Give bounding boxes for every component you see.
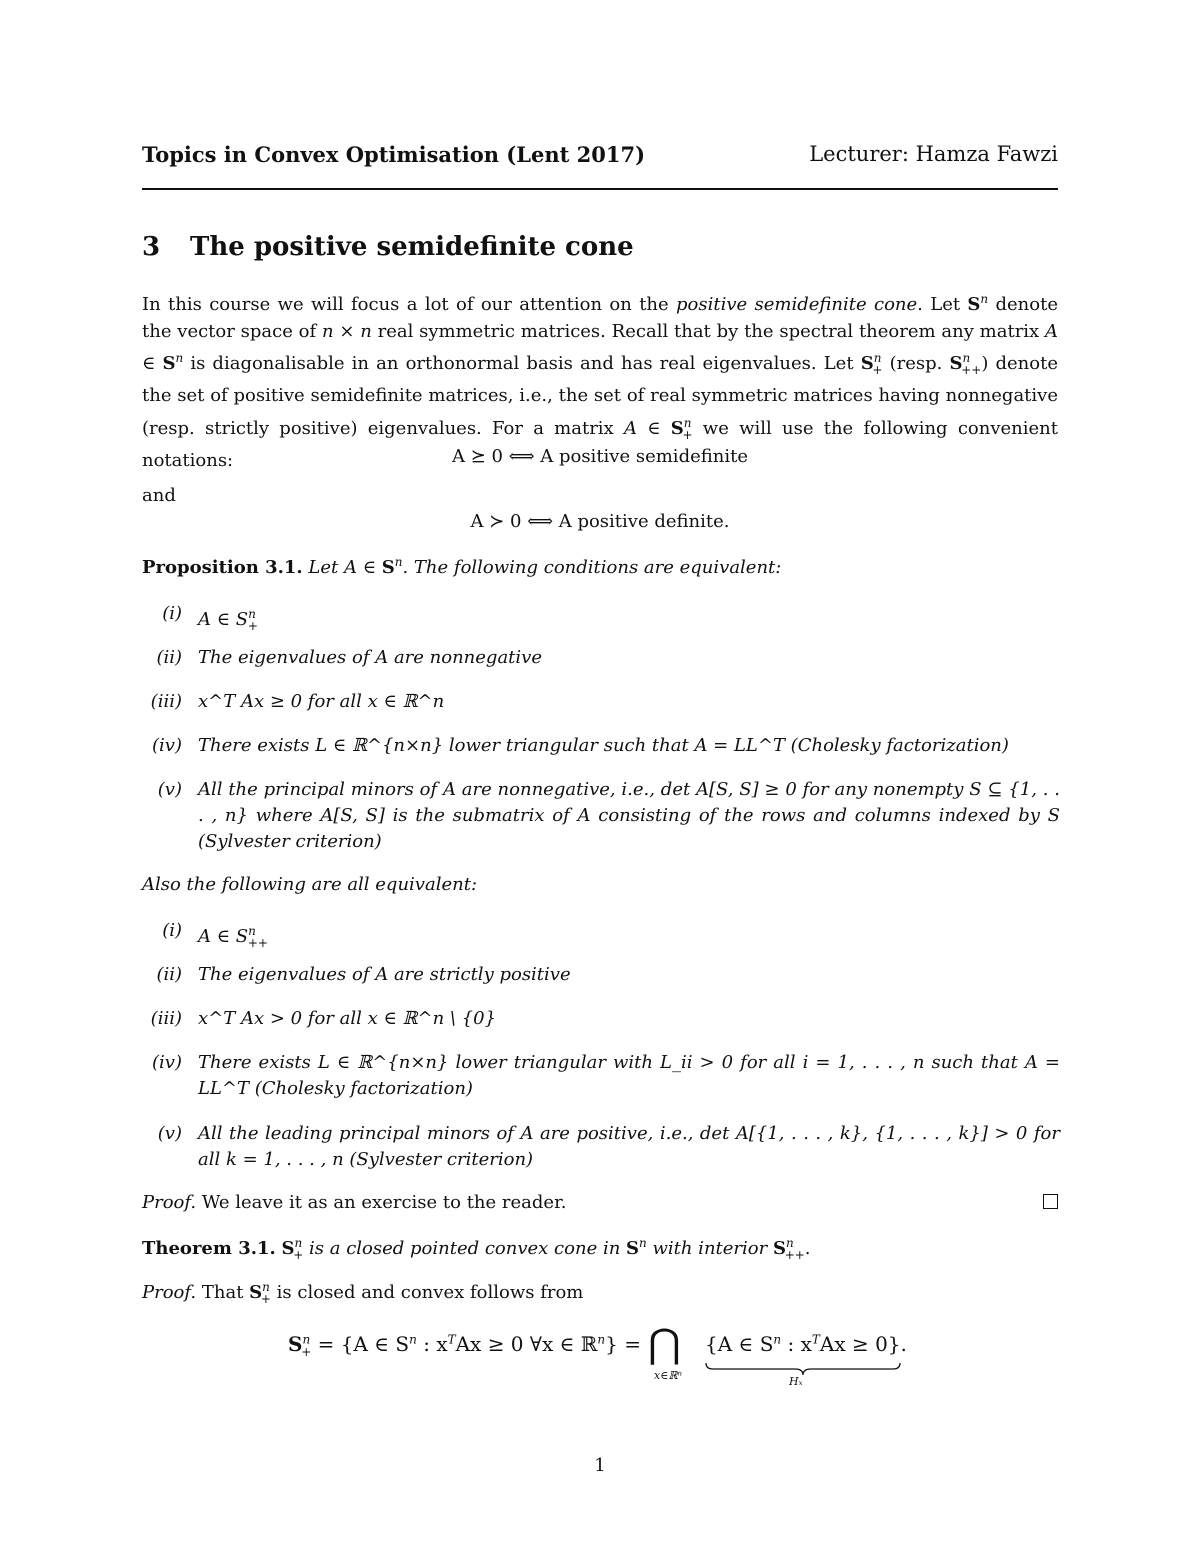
page-number: 1 (594, 1455, 606, 1476)
proof-1: Proof. We leave it as an exercise to the reader. (142, 1192, 1058, 1213)
lecturer-name: Lecturer: Hamza Fawzi (809, 142, 1058, 166)
proposition-label: Proposition 3.1. (142, 557, 303, 578)
also-equivalent: Also the following are all equivalent: (142, 874, 478, 895)
intersection-index: x∈ℝⁿ (654, 1369, 682, 1382)
running-header (142, 140, 1058, 190)
proof-label: Proof. (142, 1192, 197, 1213)
intro-paragraph: In this course we will focus a lot of our attention on the positive semidefinite cone. Let $S^n$ denote the vector space of n × n real symmetric matrices. Recall that by the spectral theorem any matrix A ∈ $S^n$ is diagonalisable in an orthonormal basis and has real eigenvalues. Let $S^n_+$ (resp. $S^n_{++}$) denote the set of positive semidefinite matrices, i.e., the set of real symmetric matrices having nonnegative (resp. strictly positive) eigenvalues. For a matrix A ∈ $S^n_+$ we will use the following convenient notations: (142, 292, 1059, 472)
proposition: Proposition 3.1. Let A ∈ $S^n$. The following conditions are equivalent: (142, 555, 782, 578)
theorem-label: Theorem 3.1. (142, 1238, 276, 1259)
equation-intersection: $S^n_+ = \{A$ ∈ $S^n$ : $x^TAx \ge 0$ ∀x ∈ ℝ$^n$} = ⋂ x∈ℝⁿ {A ∈ $S^n$ : $x^TAx \ge 0$}. Hₓ (288, 1321, 907, 1388)
section-title: The positive semidefinite cone (190, 232, 634, 262)
qed-box-icon (1043, 1194, 1058, 1209)
display-pd: A ≻ 0 ⟺ A positive definite. (470, 511, 730, 532)
course-title: Topics in Convex Optimisation (Lent 2017) (142, 142, 646, 167)
section-number: 3 (142, 232, 161, 262)
intersection-symbol: ⋂ (648, 1321, 681, 1367)
proof-2: Proof. That $S^n_+$ is closed and convex follows from (142, 1280, 584, 1306)
theorem: Theorem 3.1. $S^n_+$ is a closed pointed convex cone in $S^n$ with interior $S^n_{++}$. (142, 1236, 811, 1262)
underbrace (705, 1362, 901, 1376)
brace-label: Hₓ (789, 1375, 803, 1388)
display-psd: A ⪰ 0 ⟺ A positive semidefinite (452, 446, 748, 467)
section-heading (142, 232, 634, 262)
proof-label: Proof. (142, 1282, 197, 1303)
emphasis-term: positive semidefinite cone (676, 294, 918, 315)
and-word: and (142, 485, 176, 506)
